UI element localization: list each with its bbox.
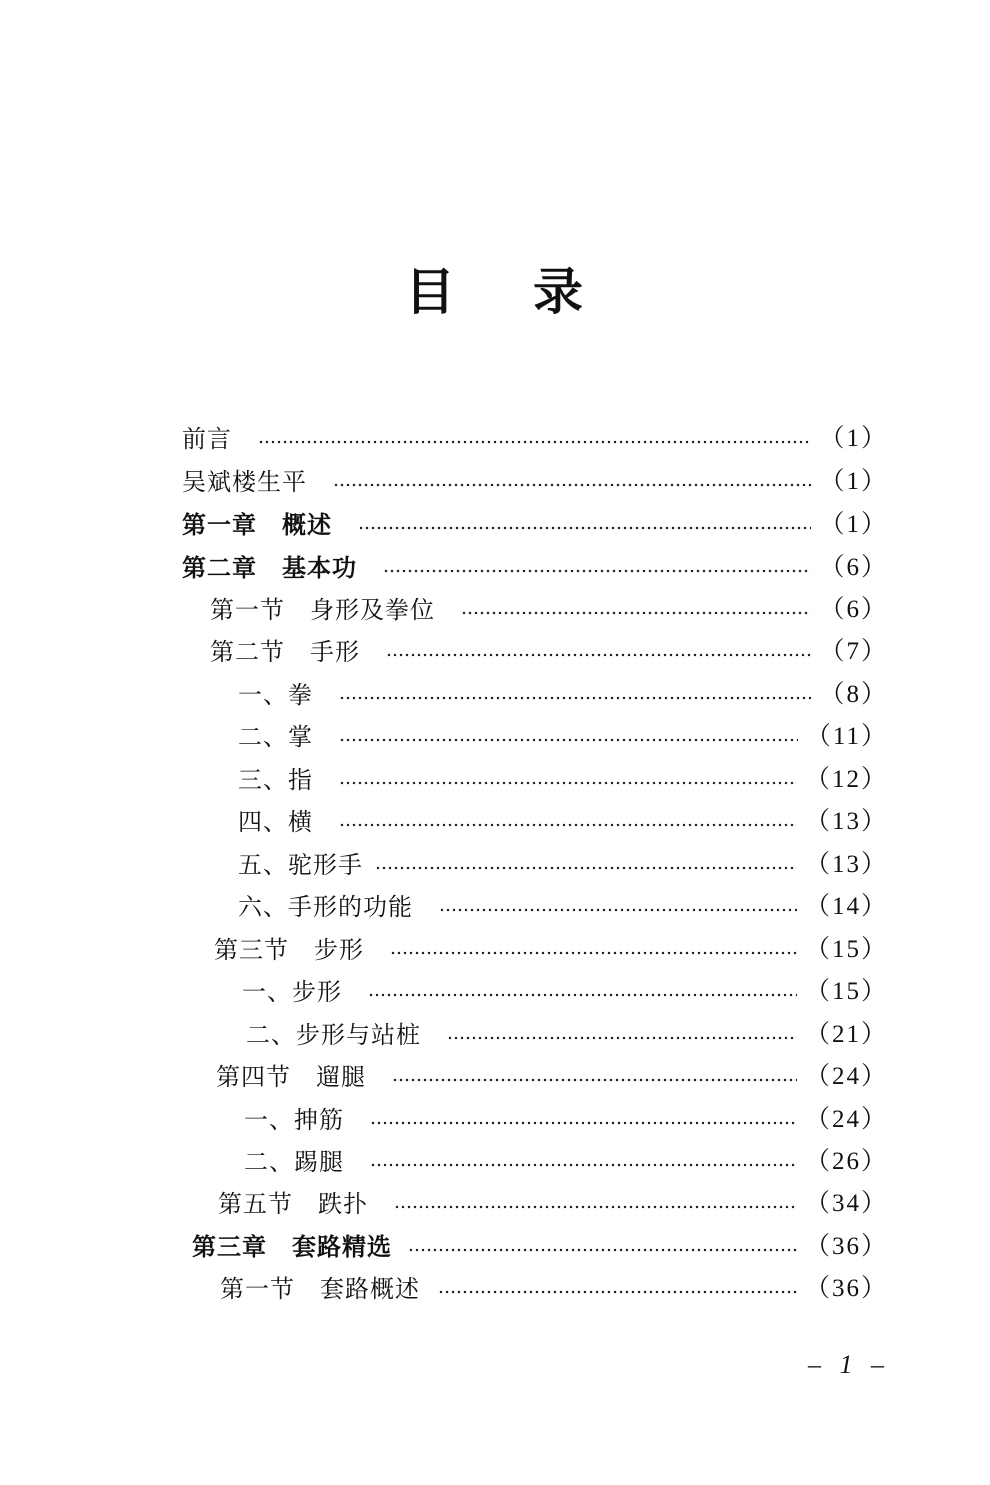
dot-leader — [438, 1290, 797, 1294]
toc-entry-label: 第五节 跌扑 — [218, 1190, 368, 1218]
toc-entry-preface[interactable] — [182, 418, 888, 460]
toc-entry-page: （21） — [804, 1021, 888, 1048]
dot-leader — [358, 526, 811, 530]
toc-entry-label: 一、步形 — [242, 978, 342, 1006]
dot-leader — [390, 951, 797, 955]
toc-entry-page: （6） — [819, 596, 888, 623]
toc-entry-chapter-1[interactable] — [182, 504, 888, 546]
toc-entry-label: 第三章 套路精选 — [192, 1232, 392, 1261]
dot-leader — [447, 1036, 797, 1040]
toc-entry-item-kick[interactable] — [244, 1141, 888, 1183]
toc-entry-page: （13） — [804, 851, 888, 878]
toc-entry-label: 第四节 遛腿 — [216, 1063, 366, 1091]
toc-entry-item-palm[interactable] — [238, 716, 888, 758]
toc-entry-label: 四、横 — [238, 808, 313, 836]
toc-entry-page: （7） — [819, 638, 888, 665]
toc-entry-section-2-2[interactable] — [210, 631, 888, 673]
dot-leader — [339, 781, 797, 785]
toc-entry-page: （34） — [804, 1190, 888, 1217]
toc-entry-item-stance[interactable] — [242, 971, 888, 1013]
toc-entry-item-stretch[interactable] — [244, 1099, 888, 1141]
toc-entry-item-stance-post[interactable] — [246, 1014, 888, 1056]
dot-leader — [375, 866, 797, 870]
toc-entry-label: 三、指 — [238, 766, 313, 794]
toc-entry-item-finger[interactable] — [238, 759, 888, 801]
toc-entry-label: 二、步形与站桩 — [246, 1021, 421, 1049]
dot-leader — [258, 440, 811, 444]
dot-leader — [370, 1121, 797, 1125]
toc-entry-item-hand-function[interactable] — [238, 886, 888, 928]
toc-entry-page: （15） — [804, 978, 888, 1005]
toc-entry-page: （36） — [804, 1233, 888, 1260]
toc-entry-page: （15） — [804, 936, 888, 963]
dot-leader — [394, 1205, 797, 1209]
toc-entry-label: 第三节 步形 — [214, 936, 364, 964]
page-number: – 1 – — [808, 1350, 890, 1379]
toc-entry-section-2-1[interactable] — [210, 589, 888, 631]
toc-entry-page: （36） — [804, 1275, 888, 1302]
toc-entry-page: （1） — [819, 468, 888, 495]
dot-leader — [370, 1163, 797, 1167]
toc-entry-label: 第一章 概述 — [182, 510, 332, 539]
title-char-2: 录 — [533, 262, 585, 321]
toc-entry-chapter-2[interactable] — [182, 547, 888, 589]
toc-entry-label: 五、驼形手 — [238, 851, 363, 879]
toc-entry-page: （12） — [804, 766, 888, 793]
toc-entry-label: 第二节 手形 — [210, 638, 360, 666]
dot-leader — [408, 1248, 797, 1252]
toc-entry-item-horizontal[interactable] — [238, 801, 888, 843]
toc-entry-page: （1） — [819, 511, 888, 538]
dot-leader — [368, 993, 797, 997]
toc-entry-label: 第二章 基本功 — [182, 553, 357, 582]
dot-leader — [339, 738, 798, 742]
toc-entry-biography[interactable] — [182, 461, 888, 503]
toc-entry-section-3-1[interactable] — [220, 1268, 888, 1310]
toc-entry-page: （14） — [804, 893, 888, 920]
toc-entry-section-2-4[interactable] — [216, 1056, 888, 1098]
toc-entry-chapter-3[interactable] — [192, 1226, 888, 1268]
toc-entry-section-2-3[interactable] — [214, 929, 888, 971]
toc-entry-label: 一、拳 — [238, 681, 313, 709]
toc-entry-page: （26） — [804, 1148, 888, 1175]
toc-entry-item-camel-hand[interactable] — [238, 844, 888, 886]
toc-entry-page: （13） — [804, 808, 888, 835]
toc-entry-page: （8） — [819, 681, 888, 708]
toc-entry-page: （24） — [804, 1106, 888, 1133]
dot-leader — [439, 908, 797, 912]
dot-leader — [392, 1078, 797, 1082]
toc-entry-page: （6） — [819, 554, 888, 581]
toc-entry-page: （24） — [804, 1063, 888, 1090]
dot-leader — [386, 653, 811, 657]
title-char-1: 目 — [405, 262, 457, 321]
toc-entry-label: 二、掌 — [238, 723, 313, 751]
dot-leader — [339, 823, 797, 827]
toc-entry-label: 第一节 套路概述 — [220, 1275, 420, 1303]
dot-leader — [383, 569, 811, 573]
toc-entry-label: 二、踢腿 — [244, 1148, 344, 1176]
toc-entry-page: （11） — [805, 723, 888, 750]
toc-entry-item-fist[interactable] — [238, 674, 888, 716]
toc-entry-label: 前言 — [182, 425, 232, 453]
page-title — [0, 262, 990, 322]
toc-entry-label: 六、手形的功能 — [238, 893, 413, 921]
toc-entry-section-2-5[interactable] — [218, 1183, 888, 1225]
toc-entry-label: 第一节 身形及拳位 — [210, 596, 435, 624]
toc-entry-page: （1） — [819, 425, 888, 452]
toc-entry-label: 吴斌楼生平 — [182, 468, 307, 496]
dot-leader — [339, 696, 811, 700]
dot-leader — [333, 483, 811, 487]
toc-entry-label: 一、抻筋 — [244, 1106, 344, 1134]
dot-leader — [461, 611, 811, 615]
